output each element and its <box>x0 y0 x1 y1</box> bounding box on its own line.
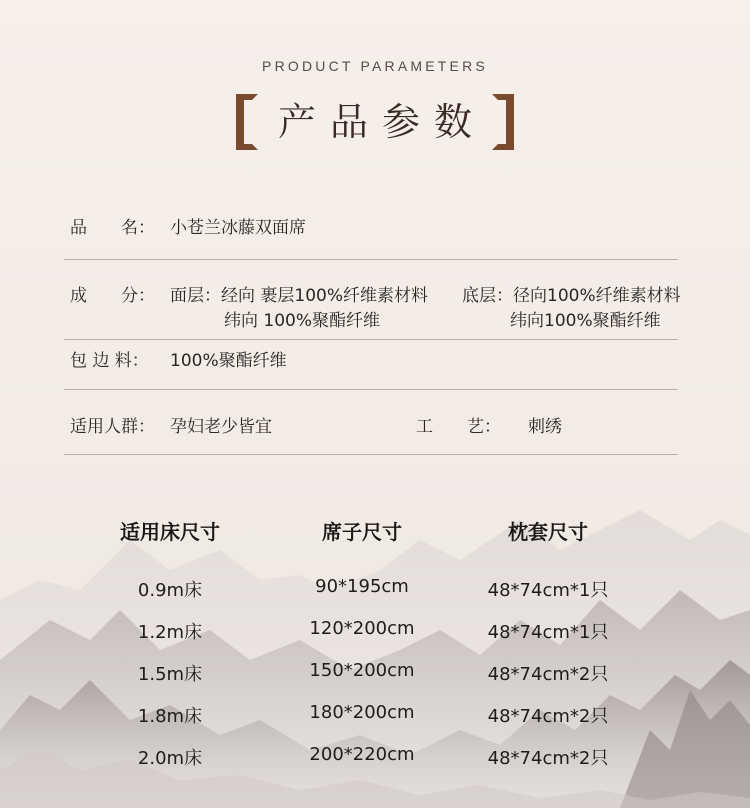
table-cell-pillow-size: 48*74cm*1只 <box>487 580 609 601</box>
subtitle: PRODUCT PARAMETERS <box>262 58 488 74</box>
param-value: 孕妇老少皆宜 <box>170 417 272 437</box>
base-layer-line2: 纬向100%聚酯纤维 <box>510 311 661 331</box>
table-cell-pillow-size: 48*74cm*2只 <box>487 664 609 685</box>
divider <box>64 259 678 260</box>
column-header: 适用床尺寸 <box>120 520 220 544</box>
table-cell-mat-size: 90*195cm <box>315 576 409 597</box>
face-layer-line2: 纬向 100%聚酯纤维 <box>224 311 381 331</box>
param-label: 成 分： <box>70 286 155 306</box>
table-cell-bed-size: 1.5m床 <box>137 664 203 685</box>
table-cell-pillow-size: 48*74cm*2只 <box>487 706 609 727</box>
divider <box>64 389 678 390</box>
table-cell-pillow-size: 48*74cm*2只 <box>487 748 609 769</box>
table-cell-pillow-size: 48*74cm*1只 <box>487 622 609 643</box>
column-header: 席子尺寸 <box>322 520 402 544</box>
param-label: 工 艺： <box>416 417 501 437</box>
left-bracket-icon <box>236 94 258 150</box>
title-block <box>0 92 750 152</box>
table-cell-bed-size: 2.0m床 <box>137 748 203 769</box>
table-cell-bed-size: 1.8m床 <box>137 706 203 727</box>
divider <box>64 454 678 455</box>
column-header: 枕套尺寸 <box>508 520 588 544</box>
param-label: 包 边 料： <box>70 351 149 371</box>
param-value: 小苍兰冰藤双面席 <box>170 218 306 238</box>
page-title: 产品参数 <box>277 100 486 144</box>
table-cell-mat-size: 200*220cm <box>309 744 415 765</box>
divider <box>64 339 678 340</box>
table-cell-mat-size: 180*200cm <box>309 702 415 723</box>
param-label: 品 名： <box>70 218 155 238</box>
table-cell-mat-size: 120*200cm <box>309 618 415 639</box>
param-label: 适用人群： <box>70 417 155 437</box>
face-layer-line1: 面层：经向 裹层100%纤维素材料 <box>170 286 429 306</box>
table-cell-bed-size: 0.9m床 <box>137 580 203 601</box>
right-bracket-icon <box>492 94 514 150</box>
base-layer-line1: 底层：径向100%纤维素材料 <box>462 286 681 306</box>
param-value: 刺绣 <box>528 417 562 437</box>
table-cell-bed-size: 1.2m床 <box>137 622 203 643</box>
table-cell-mat-size: 150*200cm <box>309 660 415 681</box>
param-value: 100%聚酯纤维 <box>170 351 287 371</box>
